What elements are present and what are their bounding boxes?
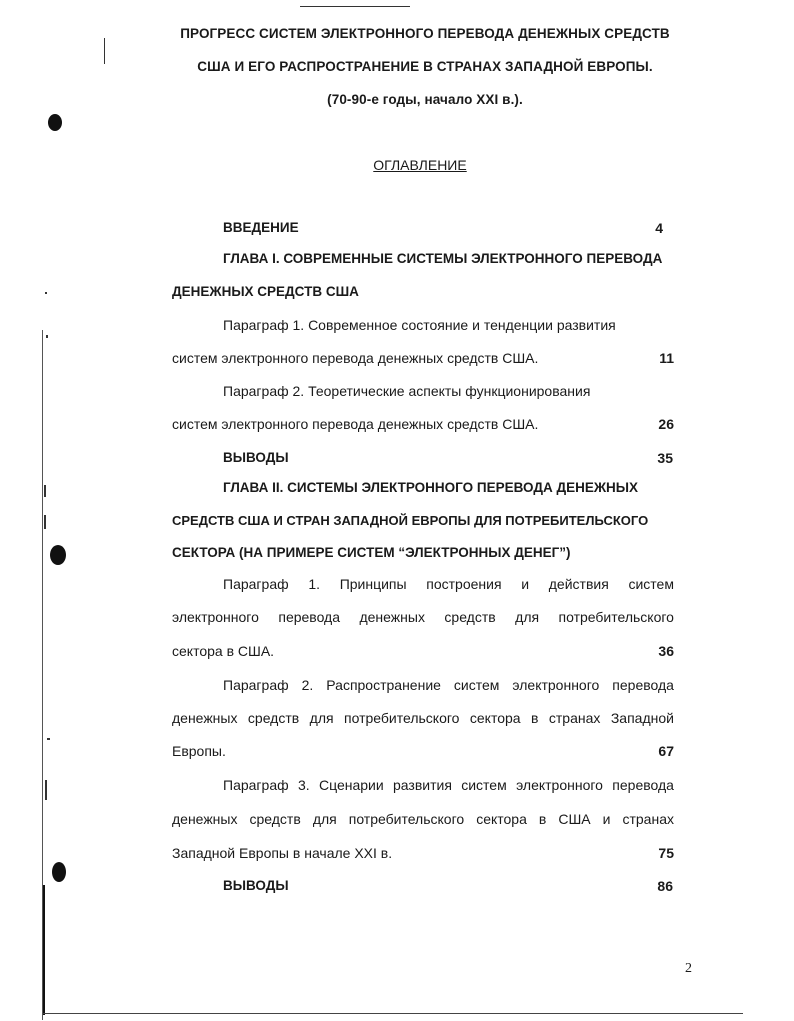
toc-intro-page: 4 (655, 220, 663, 236)
toc-ch2-p3-line-2 (172, 811, 674, 827)
toc-intro-label: ВВЕДЕНИЕ (223, 220, 299, 235)
toc-ch1-conclusions-page: 35 (657, 450, 673, 466)
toc-word: денежных (359, 609, 425, 625)
toc-ch2-p1-line-2 (172, 609, 674, 625)
toc-word: электронного (512, 677, 600, 693)
toc-word: Западной (610, 710, 674, 726)
toc-word: Принципы (339, 576, 407, 592)
toc-word: средств (247, 710, 300, 726)
toc-word: средств (249, 811, 301, 827)
toc-heading: ОГЛАВЛЕНИЕ (373, 157, 467, 173)
toc-word: развития (393, 777, 452, 793)
toc-word: США (558, 811, 591, 827)
document-title-line-3: (70-90-е годы, начало XXI в.). (327, 92, 523, 107)
scan-dot-1 (45, 292, 47, 294)
toc-ch1-title-line-2: ДЕНЕЖНЫХ СРЕДСТВ США (172, 284, 359, 299)
punch-hole-top (48, 114, 62, 131)
toc-word: и (521, 576, 530, 592)
toc-word: странах (548, 710, 601, 726)
toc-word: перевода (612, 777, 674, 793)
toc-ch2-p3-page: 75 (658, 845, 674, 861)
toc-ch2-conclusions-page: 86 (657, 878, 673, 894)
toc-ch2-title-line-1: ГЛАВА II. СИСТЕМЫ ЭЛЕКТРОННОГО ПЕРЕВОДА ДЕНЕЖНЫХ (223, 480, 639, 495)
toc-word: денежных (172, 811, 238, 827)
toc-ch2-p3-line-1 (223, 777, 674, 793)
toc-word: построения (426, 576, 502, 592)
toc-word: 3. (297, 777, 310, 793)
page-number: 2 (685, 961, 692, 976)
toc-word: средств (444, 609, 496, 625)
scan-dot-3 (44, 485, 46, 497)
toc-ch2-p1-page: 36 (658, 643, 674, 659)
toc-word: в (538, 811, 547, 827)
toc-ch2-p1-line-1 (223, 576, 674, 592)
toc-word: 2. (301, 677, 314, 693)
toc-ch1-p1-line-2: систем электронного перевода денежных средств США. (172, 350, 539, 366)
toc-ch1-p2-line-2: систем электронного перевода денежных средств США. (172, 416, 539, 432)
toc-word: потребительского (348, 811, 465, 827)
toc-word: сектора (476, 811, 527, 827)
scan-dot-5 (47, 738, 50, 740)
toc-ch1-p1-page: 11 (659, 350, 674, 366)
scan-dot-2 (46, 335, 48, 338)
toc-ch1-title-line-1: ГЛАВА I. СОВРЕМЕННЫЕ СИСТЕМЫ ЭЛЕКТРОННОГО ПЕРЕВОДА (223, 251, 663, 266)
toc-ch1-p2-line-1: Параграф 2. Теоретические аспекты функционирования (223, 383, 591, 399)
scan-top-line (300, 6, 410, 7)
toc-ch2-p3-line-3: Западной Европы в начале XXI в. (172, 845, 393, 861)
toc-word: 1. (308, 576, 320, 592)
scan-dot-4 (44, 515, 46, 529)
document-title-line-1: ПРОГРЕСС СИСТЕМ ЭЛЕКТРОННОГО ПЕРЕВОДА ДЕНЕЖНЫХ СРЕДСТВ (180, 26, 670, 41)
toc-word: перевода (612, 677, 674, 693)
toc-word: систем (628, 576, 674, 592)
scan-bottom-edge (43, 1013, 743, 1014)
scan-left-edge-thick (43, 885, 45, 1015)
toc-ch2-p2-page: 67 (658, 743, 674, 759)
toc-word: странах (622, 811, 674, 827)
toc-ch2-p1-line-3: сектора в США. (172, 643, 275, 659)
toc-ch2-p2-line-3: Европы. (172, 743, 226, 759)
toc-word: электронного (172, 609, 259, 625)
toc-word: для (312, 811, 337, 827)
toc-ch2-p2-line-1 (223, 677, 674, 693)
toc-word: перевода (278, 609, 341, 625)
punch-hole-bottom (52, 862, 66, 882)
toc-word: электронного (516, 777, 603, 793)
toc-word: для (309, 710, 334, 726)
toc-word: и (602, 811, 611, 827)
toc-word: для (515, 609, 540, 625)
toc-ch2-title-line-3: СЕКТОРА (НА ПРИМЕРЕ СИСТЕМ “ЭЛЕКТРОННЫХ ДЕНЕГ”) (172, 545, 571, 560)
punch-hole-middle (50, 545, 66, 565)
toc-word: Параграф (223, 677, 289, 693)
document-title-line-2: США И ЕГО РАСПРОСТРАНЕНИЕ В СТРАНАХ ЗАПАДНОЙ ЕВРОПЫ. (197, 59, 653, 74)
toc-word: сектора (469, 710, 521, 726)
toc-word: действия (548, 576, 609, 592)
toc-word: Сценарии (318, 777, 384, 793)
toc-word: Распространение (326, 677, 441, 693)
toc-word: систем (453, 677, 500, 693)
toc-word: Параграф (223, 777, 289, 793)
toc-ch1-p1-line-1: Параграф 1. Современное состояние и тенденции развития (223, 317, 616, 333)
toc-ch2-p2-line-2 (172, 710, 674, 726)
toc-word: денежных (172, 710, 238, 726)
toc-ch2-conclusions: ВЫВОДЫ (223, 878, 289, 893)
toc-word: систем (461, 777, 507, 793)
scan-dot-6 (45, 780, 47, 800)
toc-ch2-title-line-2: СРЕДСТВ США И СТРАН ЗАПАДНОЙ ЕВРОПЫ ДЛЯ ПОТРЕБИТЕЛЬСКОГО (172, 513, 649, 528)
toc-ch1-p2-page: 26 (658, 416, 674, 432)
toc-word: Параграф (223, 576, 289, 592)
toc-word: в (531, 710, 539, 726)
toc-word: потребительского (558, 609, 674, 625)
toc-word: потребительского (344, 710, 460, 726)
toc-ch1-conclusions: ВЫВОДЫ (223, 450, 289, 465)
